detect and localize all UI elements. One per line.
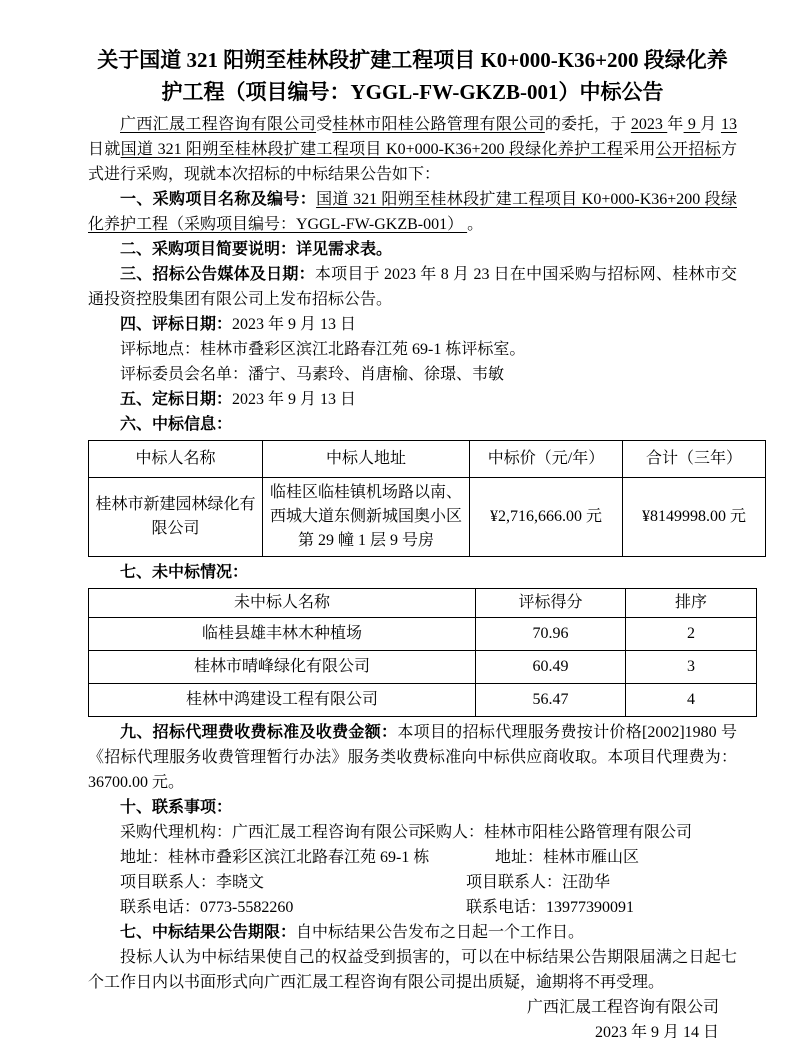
winner-price: ¥2,716,666.00 元 <box>470 478 623 557</box>
signature-company: 广西汇晟工程咨询有限公司 <box>526 999 719 1016</box>
loser-col-score: 评标得分 <box>476 589 626 618</box>
section-1-heading: 一、采购项目名称及编号： <box>120 191 317 208</box>
signature-date: 2023 年 9 月 14 日 <box>594 1024 719 1038</box>
contact-row <box>88 820 737 845</box>
loser-rank: 4 <box>626 684 757 717</box>
section-5-heading: 五、定标日期： <box>120 391 233 408</box>
section-4-eval-date <box>88 312 737 337</box>
contact-row <box>88 845 737 870</box>
section-6-heading: 六、中标信息： <box>120 416 233 433</box>
section-1-body: 国道 321 阳朔至桂林段扩建工程项目 K0+000-K36+200 段绿化养护工程（采购项目编号：YGGL-FW-GKZB-001） 。 <box>88 191 737 233</box>
agency-contact-person: 项目联系人：李晓文 <box>120 874 265 891</box>
section-7-losers <box>88 560 737 585</box>
loser-col-rank: 排序 <box>626 589 757 618</box>
loser-col-name: 未中标人名称 <box>89 589 476 618</box>
agency-address: 地址：桂林市叠彩区滨江北路春江苑 69-1 栋 <box>120 849 430 866</box>
loser-name: 临桂县雄丰林木种植场 <box>89 618 476 651</box>
loser-table-row <box>89 618 757 651</box>
section-1-project-name <box>88 187 737 237</box>
loser-rank: 2 <box>626 618 757 651</box>
page-title: 关于国道 321 阳朔至桂林段扩建工程项目 K0+000-K36+200 段绿化养护工程（项目编号：YGGL-FW-GKZB-001）中标公告 <box>97 48 728 104</box>
winner-col-total: 合计（三年） <box>623 441 766 478</box>
loser-table-header-row <box>89 589 757 618</box>
contact-row <box>88 895 737 920</box>
winner-col-address: 中标人地址 <box>263 441 470 478</box>
loser-score: 60.49 <box>476 651 626 684</box>
winner-col-price: 中标价（元/年） <box>470 441 623 478</box>
loser-table <box>88 588 757 717</box>
eval-committee-line: 评标委员会名单：潘宁、马素玲、肖唐榆、徐璟、韦敏 <box>120 366 505 383</box>
purchaser-address: 地址：桂林市雁山区 <box>495 849 640 866</box>
loser-score: 56.47 <box>476 684 626 717</box>
section-2-summary <box>88 237 737 262</box>
section-7-heading: 七、未中标情况： <box>120 564 249 581</box>
section-3-body: 本项目于 2023 年 8 月 23 日在中国采购与招标网、桂林市交通投资控股集团有限公司上发布招标公告。 <box>88 266 737 308</box>
section-5-award-date <box>88 387 737 412</box>
section-5-date: 2023 年 9 月 13 日 <box>232 391 357 408</box>
loser-table-row <box>89 684 757 717</box>
contact-row <box>88 870 737 895</box>
eval-venue-line: 评标地点：桂林市叠彩区滨江北路春江苑 69-1 栋评标室。 <box>120 341 526 358</box>
section-10-heading: 十、联系事项： <box>120 799 233 816</box>
section-9-heading: 九、招标代理费收费标准及收费金额： <box>120 724 398 741</box>
loser-table-row <box>89 651 757 684</box>
loser-score: 70.96 <box>476 618 626 651</box>
winner-table <box>88 440 766 557</box>
section-3-heading: 三、招标公告媒体及日期： <box>120 266 315 283</box>
purchaser-contact-person: 项目联系人：汪劭华 <box>466 874 611 891</box>
section-4-heading: 四、评标日期： <box>120 316 233 333</box>
objection-paragraph: 投标人认为中标结果使自己的权益受到损害的，可以在中标结果公告期限届满之日起七个工作日内以书面形式向广西汇晟工程咨询有限公司提出质疑，逾期将不再受理。 <box>88 949 737 991</box>
purchaser-phone: 联系电话：13977390091 <box>466 899 635 916</box>
agency-phone: 联系电话：0773-5582260 <box>120 899 294 916</box>
section-11-body: 自中标结果公告发布之日起一个工作日。 <box>296 924 585 941</box>
winner-address: 临桂区临桂镇机场路以南、西城大道东侧新城国奥小区第 29 幢 1 层 9 号房 <box>263 478 470 557</box>
winner-table-header-row <box>89 441 766 478</box>
section-11-announcement-period <box>88 920 737 945</box>
agency-name: 采购代理机构：广西汇晟工程咨询有限公司 <box>120 824 425 841</box>
section-9-body: 本项目的招标代理服务费按计价格[2002]1980 号《招标代理服务收费管理暂行办法》服务类收费标准向中标供应商收取。本项目代理费为：36700.00 元。 <box>88 724 737 791</box>
section-6-winner-info <box>88 412 737 437</box>
section-4-date: 2023 年 9 月 13 日 <box>232 316 357 333</box>
winner-table-row <box>89 478 766 557</box>
loser-name: 桂林市晴峰绿化有限公司 <box>89 651 476 684</box>
loser-name: 桂林中鸿建设工程有限公司 <box>89 684 476 717</box>
section-2-heading: 二、采购项目简要说明：详见需求表。 <box>120 241 393 258</box>
section-10-contacts <box>88 795 737 820</box>
winner-total: ¥8149998.00 元 <box>623 478 766 557</box>
winner-name: 桂林市新建园林绿化有限公司 <box>89 478 263 557</box>
winner-col-name: 中标人名称 <box>89 441 263 478</box>
section-3-media-date <box>88 262 737 312</box>
section-9-agency-fee <box>88 720 737 795</box>
purchaser-name: 采购人：桂林市阳桂公路管理有限公司 <box>420 824 693 841</box>
intro-paragraph: 广西汇晟工程咨询有限公司受桂林市阳桂公路管理有限公司的委托，于 2023 年 9 月 13 日就国道 321 阳朔至桂林段扩建工程项目 K0+000-K36+200 段绿化养护工程采用公开招标方式进行采购，现就本次招标的中标结果公告如下： <box>88 116 737 183</box>
loser-rank: 3 <box>626 651 757 684</box>
section-11-heading: 七、中标结果公告期限： <box>120 924 297 941</box>
